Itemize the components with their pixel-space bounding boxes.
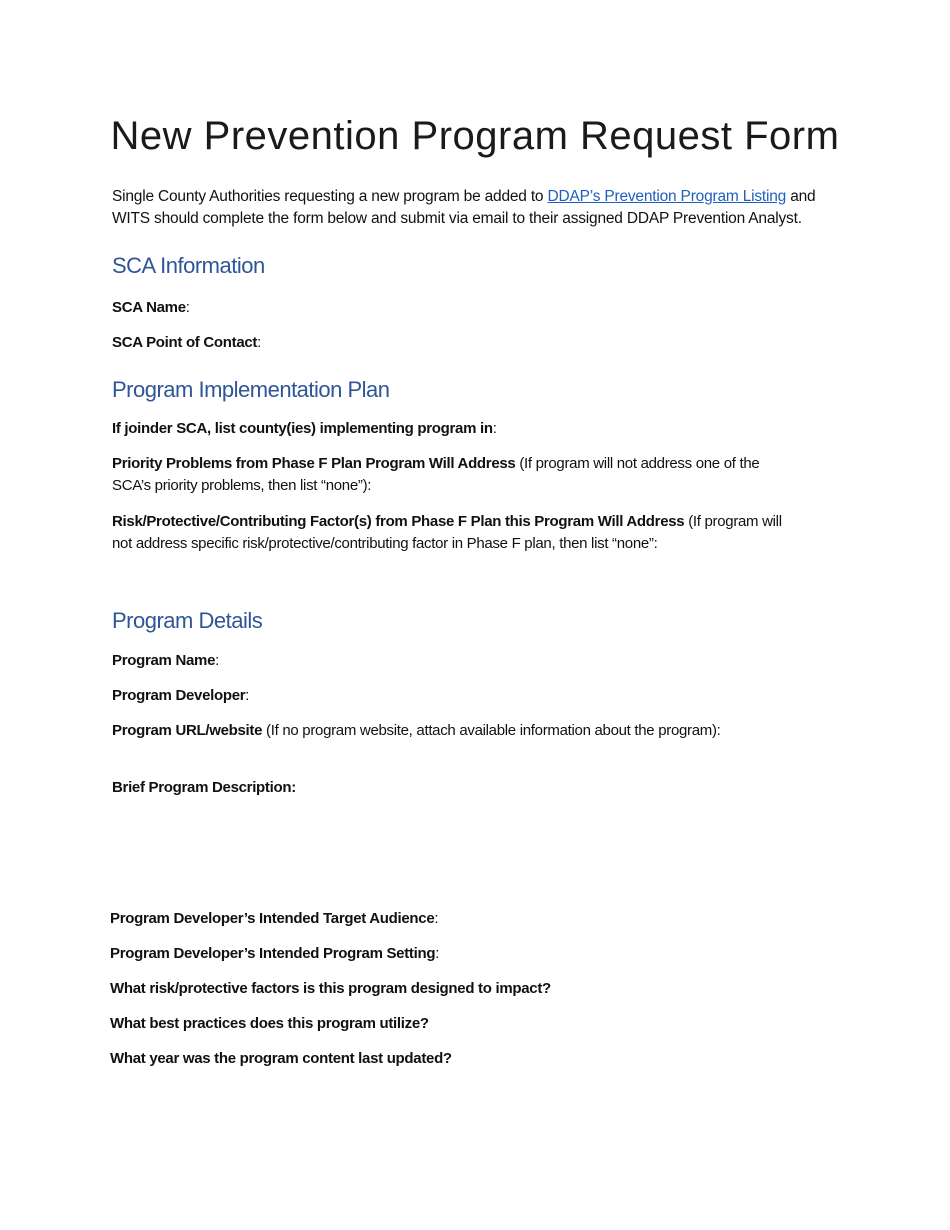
program-developer-field[interactable] (112, 685, 812, 707)
risk-factors-label: Risk/Protective/Contributing Factor(s) from Phase F Plan this Program Will Address (112, 513, 685, 530)
sca-name-colon: : (185, 299, 190, 316)
program-developer-colon: : (245, 687, 250, 704)
risk-factors-note: (If program will not address specific risk/protective/contributing factor in Phase F plan, then list “none”: (112, 513, 782, 552)
intro-text-before: Single County Authorities requesting a new program be added to (112, 188, 548, 205)
target-audience-field[interactable] (110, 908, 810, 930)
sca-name-label: SCA Name (112, 299, 186, 316)
target-audience-label: Program Developer’s Intended Target Audience (110, 910, 435, 927)
priority-problems-field[interactable] (112, 453, 792, 497)
intro-text-after: and WITS should complete the form below and submit via email to their assigned DDAP Prevention Analyst. (112, 188, 816, 227)
program-url-note: (If no program website, attach available information about the program): (262, 722, 721, 739)
priority-problems-label: Priority Problems from Phase F Plan Program Will Address (112, 455, 516, 472)
page-title: New Prevention Program Request Form (110, 114, 840, 158)
joinder-label: If joinder SCA, list county(ies) implementing program in (112, 420, 493, 437)
joinder-colon: : (492, 420, 497, 437)
sca-contact-field[interactable] (112, 332, 812, 354)
program-url-label: Program URL/website (112, 722, 263, 739)
sca-information-heading: SCA Information (112, 253, 265, 278)
joinder-field[interactable] (112, 418, 812, 440)
program-setting-field[interactable] (110, 943, 810, 965)
program-name-field[interactable] (112, 650, 812, 672)
program-listing-link[interactable]: DDAP’s Prevention Program Listing (547, 188, 787, 205)
program-url-field[interactable] (112, 720, 812, 742)
last-updated-question[interactable] (110, 1048, 810, 1070)
program-name-label: Program Name (112, 652, 216, 669)
intro-paragraph (112, 186, 832, 230)
risk-factors-field[interactable] (112, 511, 802, 555)
best-practices-label: What best practices does this program utilize? (110, 1015, 429, 1032)
risk-impact-label: What risk/protective factors is this program designed to impact? (110, 980, 551, 997)
target-audience-colon: : (434, 910, 439, 927)
program-setting-colon: : (435, 945, 440, 962)
program-description-field[interactable] (112, 777, 812, 799)
best-practices-question[interactable] (110, 1013, 810, 1035)
implementation-plan-heading: Program Implementation Plan (112, 377, 390, 402)
last-updated-label: What year was the program content last updated? (110, 1050, 452, 1067)
program-developer-label: Program Developer (112, 687, 246, 704)
program-setting-label: Program Developer’s Intended Program Setting (110, 945, 436, 962)
risk-impact-question[interactable] (110, 978, 810, 1000)
program-description-label: Brief Program Description: (112, 779, 296, 796)
priority-problems-note: (If program will not address one of the SCA’s priority problems, then list “none”): (112, 455, 760, 494)
sca-contact-colon: : (257, 334, 261, 351)
sca-contact-label: SCA Point of Contact (112, 334, 258, 351)
program-details-heading: Program Details (112, 608, 263, 633)
program-name-colon: : (215, 652, 219, 669)
sca-name-field[interactable] (112, 297, 812, 319)
